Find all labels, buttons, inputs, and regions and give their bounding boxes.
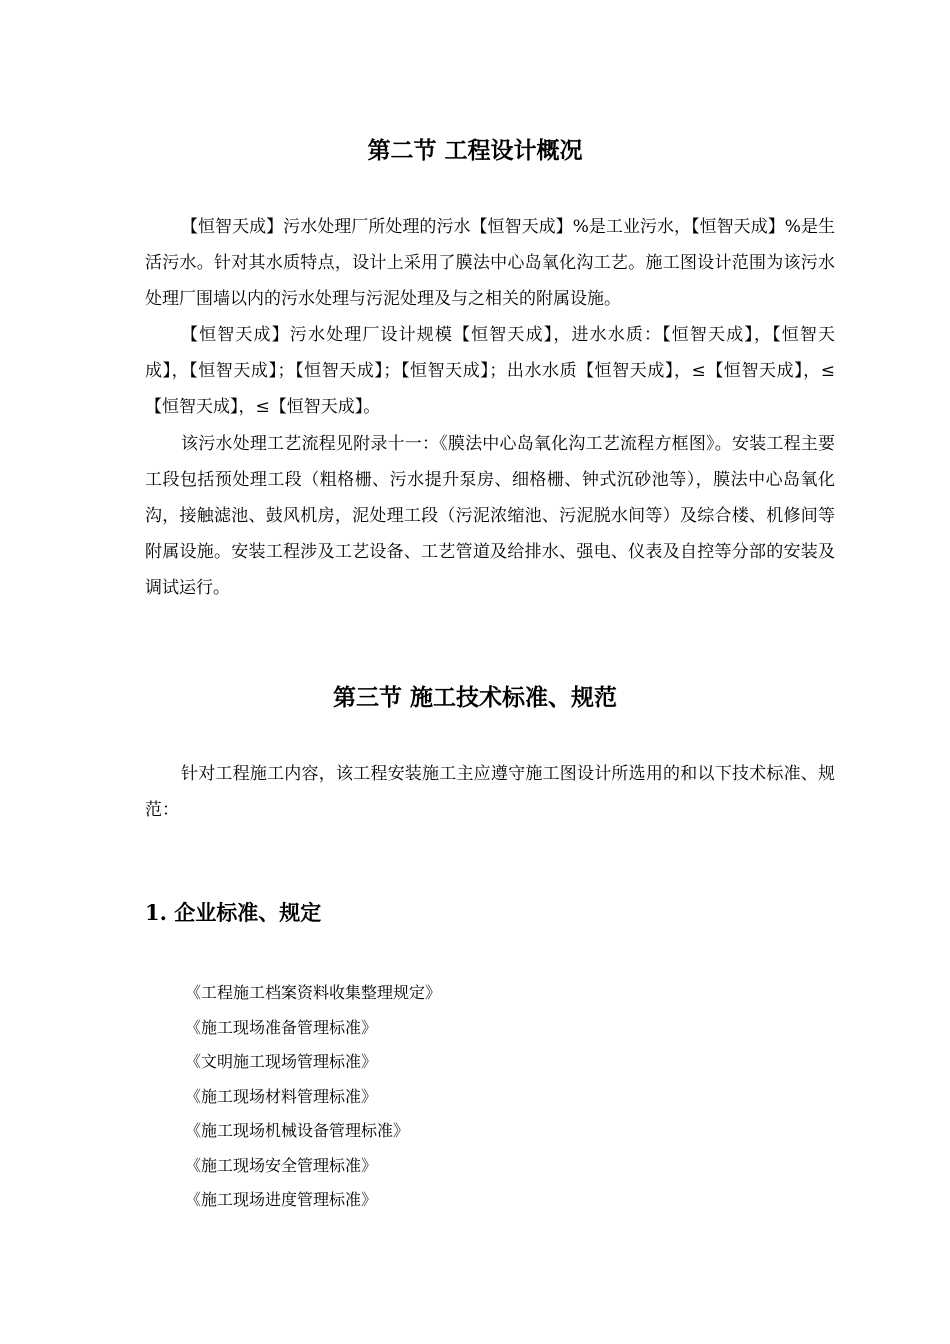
list-item: 《文明施工现场管理标准》 — [185, 1052, 378, 1071]
list-item: 《施工现场材料管理标准》 — [185, 1086, 378, 1106]
section-2-paragraph-3: 该污水处理工艺流程见附录十一：《膜法中心岛氧化沟工艺流程方框图》。安装工程主要工段包括预处理工段（粗格栅、污水提升泵房、细格栅、钟式沉砂池等），膜法中心岛氧化沟，接触滤池、鼓风机房，泥处理工段（污泥浓缩池、污泥脱水间等）及综合楼、机修间等附属设施。安装工程涉及工艺设备、工艺管道及给排水、强电、仪表及自控等分部的安装及调试运行。 — [145, 434, 835, 598]
section-3-intro: 针对工程施工内容，该工程安装施工主应遵守施工图设计所选用的和以下技术标准、规范： — [145, 764, 835, 820]
list-item: 《施工现场安全管理标准》 — [185, 1155, 378, 1175]
standards-list — [185, 976, 441, 1218]
subsection-1-heading: 1. 企业标准、规定 — [145, 900, 322, 925]
list-item: 《施工现场准备管理标准》 — [185, 1017, 378, 1037]
list-item: 《工程施工档案资料收集整理规定》 — [185, 983, 442, 1002]
section-2-paragraph-2: 【恒智天成】污水处理厂设计规模【恒智天成】，进水水质：【恒智天成】，【恒智天成】，【恒智天成】；【恒智天成】；【恒智天成】；出水水质【恒智天成】，≤【恒智天成】，≤【恒智天成】，≤【恒智天成】。 — [145, 325, 835, 417]
section-2-heading: 第二节 工程设计概况 — [367, 138, 583, 164]
list-item: 《施工现场机械设备管理标准》 — [185, 1121, 410, 1140]
list-item: 《施工现场进度管理标准》 — [185, 1190, 378, 1209]
section-2-paragraph-1: 【恒智天成】污水处理厂所处理的污水【恒智天成】%是工业污水，【恒智天成】%是生活污水。针对其水质特点，设计上采用了膜法中心岛氧化沟工艺。施工图设计范围为该污水处理厂围墙以内的污水处理与污泥处理及与之相关的附属设施。 — [145, 217, 835, 309]
section-3-heading: 第三节 施工技术标准、规范 — [332, 685, 617, 711]
